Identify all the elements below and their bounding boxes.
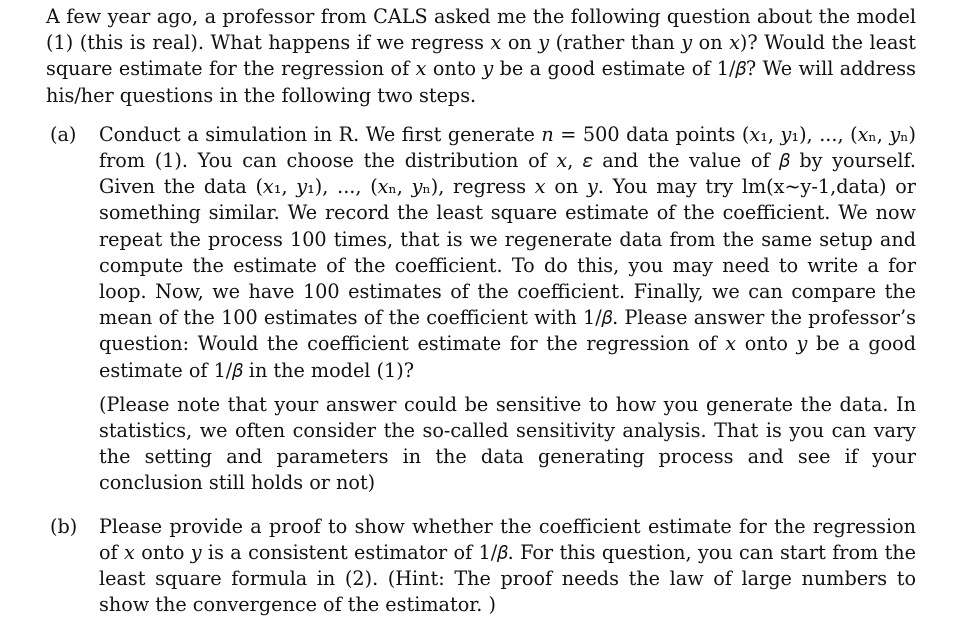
part-b-text: Please provide a proof to show whether the coefficient estimate for the regression of 𝑥 onto 𝑦 is a consistent estimator of 1/𝛽. For this question, you can start from the least square formula in (2). (Hint: The proof needs the law of large numbers to show the convergence of the estimator. ) bbox=[99, 514, 916, 617]
part-a bbox=[46, 122, 916, 497]
intro-paragraph: A few year ago, a professor from CALS asked me the following question about the model (1) (this is real). What happens if we regress 𝑥 on 𝑦 (rather than 𝑦 on 𝑥)? Would the least square estimate for the regression of 𝑥 onto 𝑦 be a good estimate of 1/𝛽? We will address his/her questions in the following two steps. bbox=[46, 5, 916, 107]
part-a-text: Conduct a simulation in R. We first generate 𝑛 = 500 data points (𝑥₁, 𝑦₁), ..., (𝑥ₙ, 𝑦ₙ) from (1). You can choose the distribution of 𝑥, 𝜀 and the value of 𝛽 by yourself. Given the data (𝑥₁, 𝑦₁), ..., (𝑥ₙ, 𝑦ₙ), regress 𝑥 on 𝑦. You may try lm(x~y-1,data) or something similar. We record the least square estimate of the coefficient. We now repeat the process 100 times, that is we regenerate data from the same setup and compute the estimate of the coefficient. To do this, you may need to write a for loop. Now, we have 100 estimates of the coefficient. Finally, we can compare the mean of the 100 estimates of the coefficient with 1/𝛽. Please answer the professor’s question: Would the coefficient estimate for the regression of 𝑥 onto 𝑦 be a good estimate of 1/𝛽 in the model (1)? bbox=[99, 122, 916, 382]
part-a-note: (Please note that your answer could be sensitive to how you generate the data. In statistics, we often consider the so-called sensitivity analysis. That is you can vary the setting and parameters in the data generating process and see if your conclusion still holds or not) bbox=[99, 392, 916, 495]
part-a-label: (a) bbox=[50, 122, 77, 146]
document-page bbox=[46, 4, 916, 618]
part-b bbox=[46, 514, 916, 619]
part-b-label: (b) bbox=[50, 514, 78, 538]
